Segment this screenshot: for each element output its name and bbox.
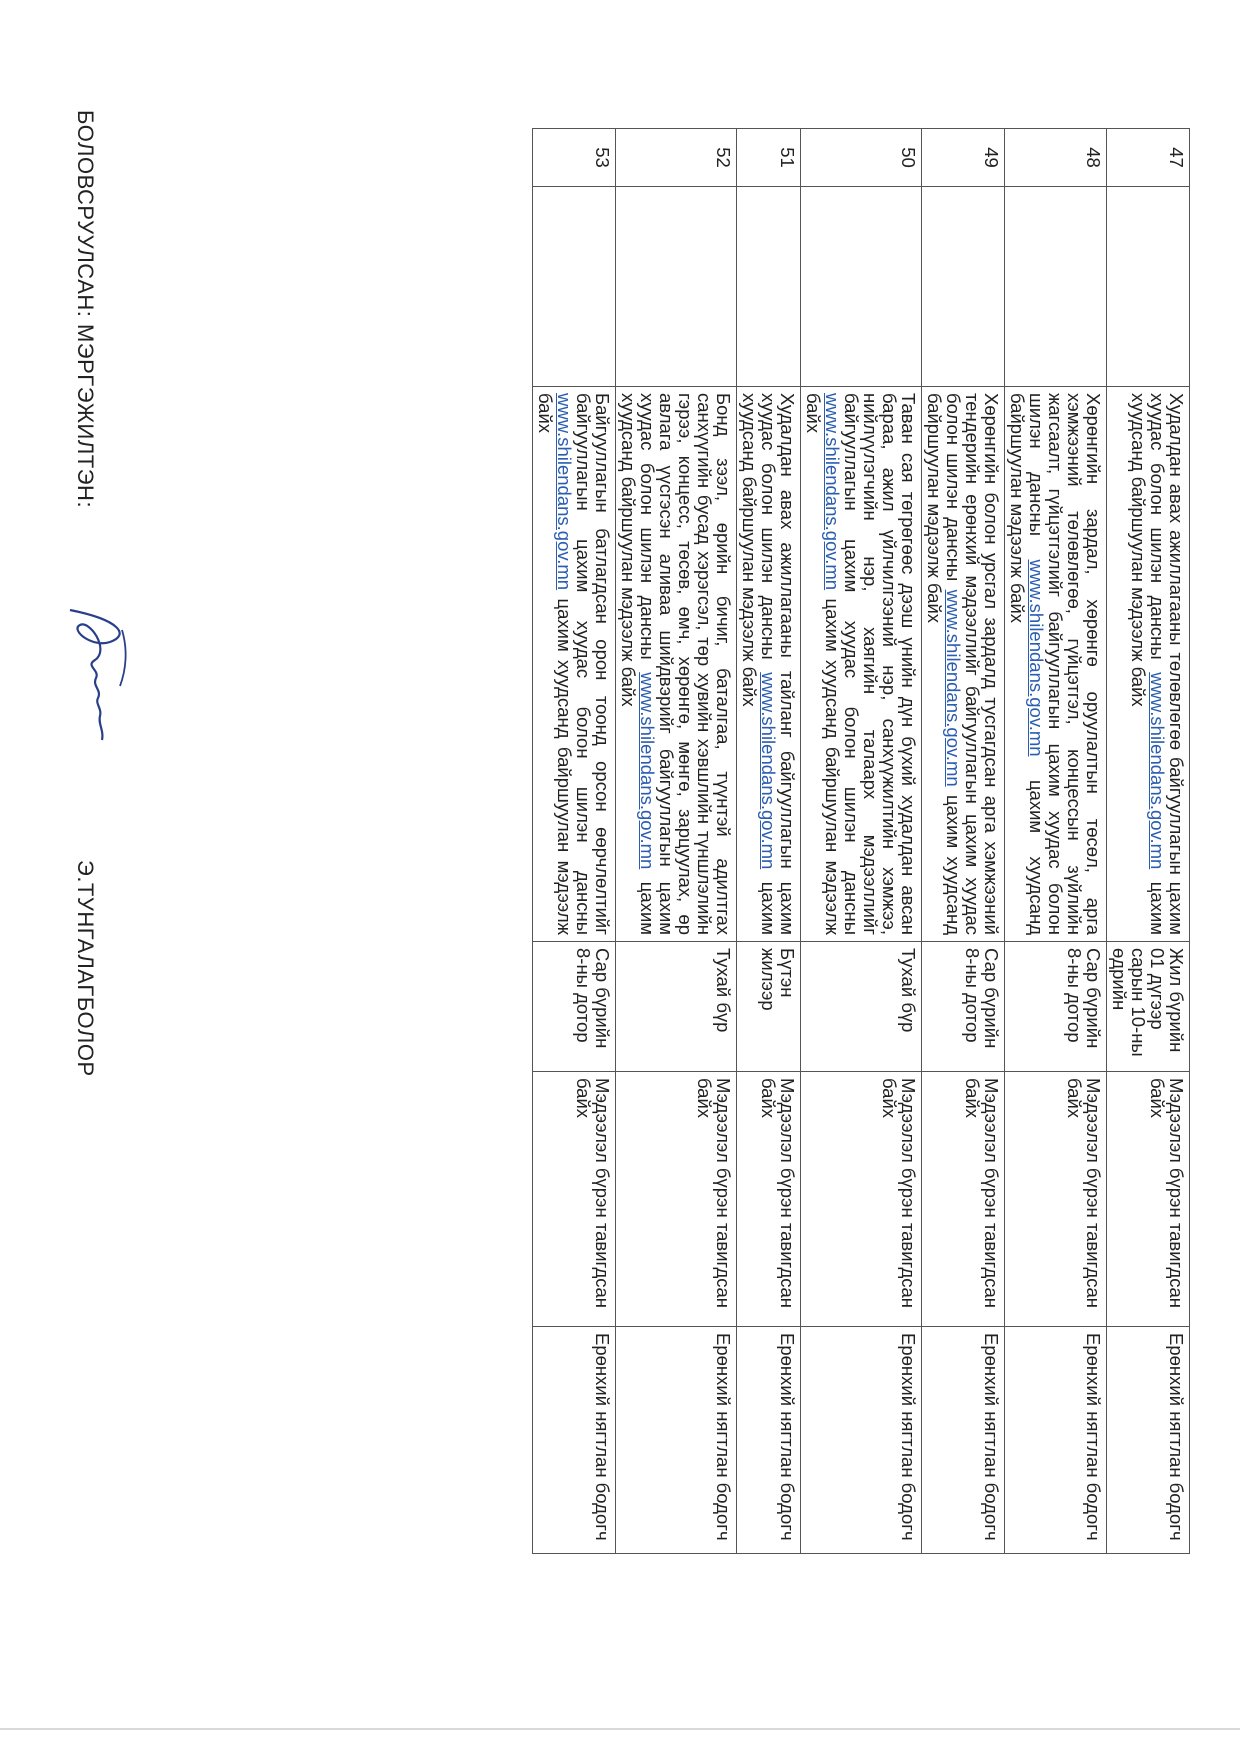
description-text-end: цахим хуудсанд байршуулан мэдээлж байх <box>1007 393 1047 935</box>
table-row <box>533 129 616 1554</box>
shilendans-link[interactable]: www.shilendans.gov.mn <box>758 672 779 870</box>
description-text-end: цахим хуудсанд байршуулан мэдээлж байх <box>739 393 779 935</box>
blank-cell <box>1005 187 1107 387</box>
description-text-end: цахим хуудсанд байршуулан мэдээлж байх <box>1128 393 1168 935</box>
shilendans-link[interactable]: www.shilendans.gov.mn <box>1026 559 1047 757</box>
blank-cell <box>533 187 616 387</box>
shilendans-link[interactable]: www.shilendans.gov.mn <box>943 589 964 787</box>
criteria-cell: Мэдээлэл бүрэн тавигдсан байх <box>737 1072 801 1327</box>
prepared-by-label: БОЛОВСРУУЛСАН: МЭРГЭЖИЛТЭН: <box>73 110 98 509</box>
description-text-end: цахим хуудсанд байршуулан мэдээлж байх <box>618 393 658 935</box>
deadline-cell: Жил бүрийн 01 дүгээр сарын 10-ны өдрийн <box>1107 942 1190 1072</box>
deadline-cell: Тухай бүр <box>801 942 922 1072</box>
responsible-cell: Ерөнхий нягтлан бодогч <box>801 1327 922 1554</box>
description-text: Хөрөнгийн зардал, хөрөнгө оруулалтын төсөл, арга хэмжээний төлөвлөгөө, гүйцэтгэл, концессын зүйлийн жагсаалт, гүйцэтгэлийг байгууллагын цахим хуудас болон шилэн дансны <box>1026 393 1104 935</box>
table-row <box>922 129 1005 1554</box>
table-row <box>737 129 801 1554</box>
task-description <box>1005 387 1107 942</box>
description-text-end: цахим хуудсанд байршуулан мэдээлж байх <box>535 393 575 935</box>
handwritten-signature <box>50 590 140 770</box>
description-text-end: цахим хуудсанд байршуулан мэдээлж байх <box>803 393 843 935</box>
blank-cell <box>801 187 922 387</box>
responsible-cell: Ерөнхий нягтлан бодогч <box>737 1327 801 1554</box>
description-text: Хөрөнгийн болон урсгал зардалд тусгагдсан арга хэмжээний тендерийн ерөнхий мэдээллийг байгууллагын цахим хуудас болон шилэн дансны <box>943 393 1002 935</box>
criteria-cell: Мэдээлэл бүрэн тавигдсан байх <box>616 1072 737 1327</box>
task-description <box>616 387 737 942</box>
table-row <box>1107 129 1190 1554</box>
shilendans-link[interactable]: www.shilendans.gov.mn <box>554 393 575 591</box>
task-description <box>533 387 616 942</box>
task-table <box>532 128 1190 1554</box>
task-description <box>1107 387 1190 942</box>
table-row <box>801 129 922 1554</box>
row-number: 51 <box>737 129 801 187</box>
task-description <box>737 387 801 942</box>
description-text: Худалдан авах ажиллагааны тайланг байгууллагын цахим хуудас болон шилэн дансны <box>758 393 798 935</box>
responsible-cell: Ерөнхий нягтлан бодогч <box>1005 1327 1107 1554</box>
responsible-cell: Ерөнхий нягтлан бодогч <box>1107 1327 1190 1554</box>
row-number: 50 <box>801 129 922 187</box>
task-description <box>801 387 922 942</box>
row-number: 52 <box>616 129 737 187</box>
prepared-by-name: Э.ТУНГАЛАГБОЛОР <box>73 860 98 1077</box>
table-row <box>1005 129 1107 1554</box>
blank-cell <box>922 187 1005 387</box>
row-number: 53 <box>533 129 616 187</box>
responsible-cell: Ерөнхий нягтлан бодогч <box>922 1327 1005 1554</box>
description-text: Таван сая төгрөгөөс дээш үнийн дүн бүхий худалдан авсан бараа, ажил үйлчилгээний нэр, санхүүжилтийн хэмжээ, нийлүүлэгчийн нэр, хаягийн талаарх мэдээллийг байгууллагын цахим хуудас болон шилэн дансны <box>841 393 919 935</box>
description-text: Худалдан авах ажиллагааны төлөвлөгөө байгууллагын цахим хуудас болон шилэн дансны <box>1147 393 1187 935</box>
criteria-cell: Мэдээлэл бүрэн тавигдсан байх <box>533 1072 616 1327</box>
blank-cell <box>737 187 801 387</box>
criteria-cell: Мэдээлэл бүрэн тавигдсан байх <box>922 1072 1005 1327</box>
shilendans-link[interactable]: www.shilendans.gov.mn <box>637 672 658 870</box>
criteria-cell: Мэдээлэл бүрэн тавигдсан байх <box>801 1072 922 1327</box>
deadline-cell: Сар бүрийн 8-ны дотор <box>1005 942 1107 1072</box>
blank-cell <box>616 187 737 387</box>
shilendans-link[interactable]: www.shilendans.gov.mn <box>822 393 843 591</box>
blank-cell <box>1107 187 1190 387</box>
description-text: Бонд зээл, өрийн бичиг, баталгаа, түүнтэй адилтгах санхүүгийн бусад хэрэгсэл, төр хувийн хэвшлийн түншлэлийн гэрээ, концесс, төсөв, өмч, хөрөнгө, мөнгө, зарцуулах, өр авлага үүсгэсэн аливаа шийдвэрийг байгууллагын цахим хуудас болон шилэн дансны <box>637 393 734 935</box>
row-number: 47 <box>1107 129 1190 187</box>
row-number: 49 <box>922 129 1005 187</box>
description-text-end: цахим хуудсанд байршуулан мэдээлж байх <box>924 393 964 935</box>
task-description <box>922 387 1005 942</box>
description-text: Байгууллагын батлагдсан орон тоонд орсон өөрчлөлтийг байгууллагын цахим хуудас болон шилэн дансны <box>573 393 613 935</box>
deadline-cell: Тухай бүр <box>616 942 737 1072</box>
row-number: 48 <box>1005 129 1107 187</box>
criteria-cell: Мэдээлэл бүрэн тавигдсан байх <box>1107 1072 1190 1327</box>
deadline-cell: Сар бүрийн 8-ны дотор <box>922 942 1005 1072</box>
criteria-cell: Мэдээлэл бүрэн тавигдсан байх <box>1005 1072 1107 1327</box>
table-row <box>616 129 737 1554</box>
responsible-cell: Ерөнхий нягтлан бодогч <box>616 1327 737 1554</box>
deadline-cell: Бүтэн жилээр <box>737 942 801 1072</box>
responsible-cell: Ерөнхий нягтлан бодогч <box>533 1327 616 1554</box>
deadline-cell: Сар бүрийн 8-ны дотор <box>533 942 616 1072</box>
shilendans-link[interactable]: www.shilendans.gov.mn <box>1147 672 1168 870</box>
